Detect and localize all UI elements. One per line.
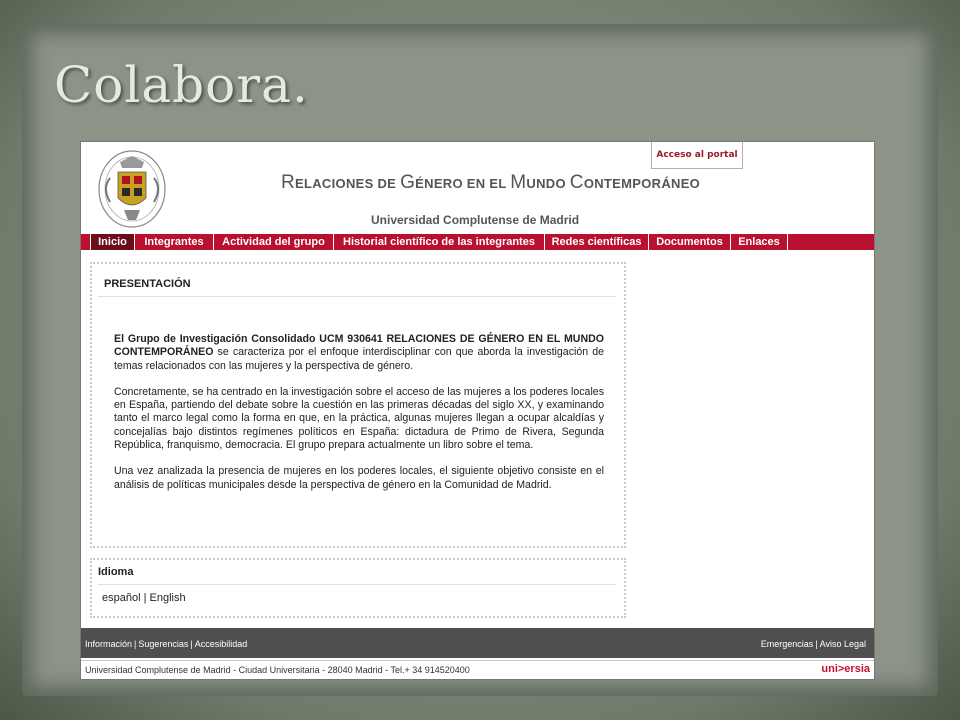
website-screenshot bbox=[80, 141, 875, 680]
footer-link-aviso-legal[interactable]: Aviso Legal bbox=[819, 639, 866, 649]
presentation-panel bbox=[90, 262, 626, 548]
language-switcher: español | English bbox=[102, 592, 186, 604]
nav-item-enlaces[interactable]: Enlaces bbox=[731, 234, 788, 250]
nav-item-redes[interactable]: Redes científicas bbox=[545, 234, 649, 250]
nav-item-inicio[interactable]: Inicio bbox=[90, 234, 135, 250]
nav-item-actividad[interactable]: Actividad del grupo bbox=[214, 234, 334, 250]
paragraph-3: Una vez analizada la presencia de mujeres en los poderes locales, el siguiente objetivo consiste en el análisis de políticas municipales desde la perspectiva de género en la Comunidad de Madrid. bbox=[114, 465, 604, 491]
main-nav bbox=[81, 234, 874, 250]
site-header bbox=[81, 142, 874, 235]
paragraph-1: El Grupo de Investigación Consolidado UCM 930641 RELACIONES DE GÉNERO EN EL MUNDO CONTEMPORÁNEO se caracteriza por el enfoque interdisciplinar con que aborda la investigación de temas relacionados con las mujeres y la perspectiva de género. bbox=[114, 333, 604, 372]
nav-item-integrantes[interactable]: Integrantes bbox=[135, 234, 214, 250]
ucm-crest-logo bbox=[96, 148, 168, 230]
footer-links-bar: Información | Sugerencias | Accesibilidad Emergencias | Aviso Legal bbox=[81, 628, 874, 658]
divider bbox=[98, 296, 616, 297]
nav-item-documentos[interactable]: Documentos bbox=[649, 234, 731, 250]
lang-english-link[interactable]: English bbox=[149, 592, 186, 604]
presentation-heading: PRESENTACIÓN bbox=[104, 278, 191, 290]
portal-access-button[interactable]: Acceso al portal bbox=[651, 142, 743, 169]
language-heading: Idioma bbox=[98, 566, 134, 578]
divider bbox=[98, 584, 616, 585]
university-name: Universidad Complutense de Madrid bbox=[371, 213, 580, 227]
footer-link-emergencias[interactable]: Emergencias bbox=[760, 639, 814, 649]
slide-title: Colabora. bbox=[54, 56, 309, 114]
language-panel bbox=[90, 558, 626, 618]
footer-link-informacion[interactable]: Información bbox=[85, 639, 133, 649]
universia-logo[interactable]: uni>ersia bbox=[821, 663, 870, 675]
lang-spanish-link[interactable]: español bbox=[102, 592, 141, 604]
paragraph-2: Concretamente, se ha centrado en la investigación sobre el acceso de las mujeres a los poderes locales en España, partiendo del debate sobre la cuestión en las primeras décadas del siglo XX, y examinando tanto el marco legal como la forma en que, en la práctica, algunas mujeres llegan a ocupar alcaldías y concejalías bajo distintos regímenes políticos en España: dictadura de Primo de Rivera, Segunda República, franquismo, democracia. El grupo prepara actualmente un libro sobre el tema. bbox=[114, 385, 604, 452]
presentation-text bbox=[114, 333, 604, 505]
footer-link-sugerencias[interactable]: Sugerencias bbox=[138, 639, 189, 649]
footer-link-accesibilidad[interactable]: Accesibilidad bbox=[194, 639, 248, 649]
site-title: RELACIONES DE GÉNERO EN EL MUNDO CONTEMPORÁNEO bbox=[281, 172, 701, 193]
nav-item-historial[interactable]: Historial científico de las integrantes bbox=[334, 234, 545, 250]
footer-address-bar bbox=[81, 660, 874, 680]
footer-address: Universidad Complutense de Madrid - Ciudad Universitaria - 28040 Madrid - Tel.+ 34 914520400 bbox=[85, 665, 470, 675]
